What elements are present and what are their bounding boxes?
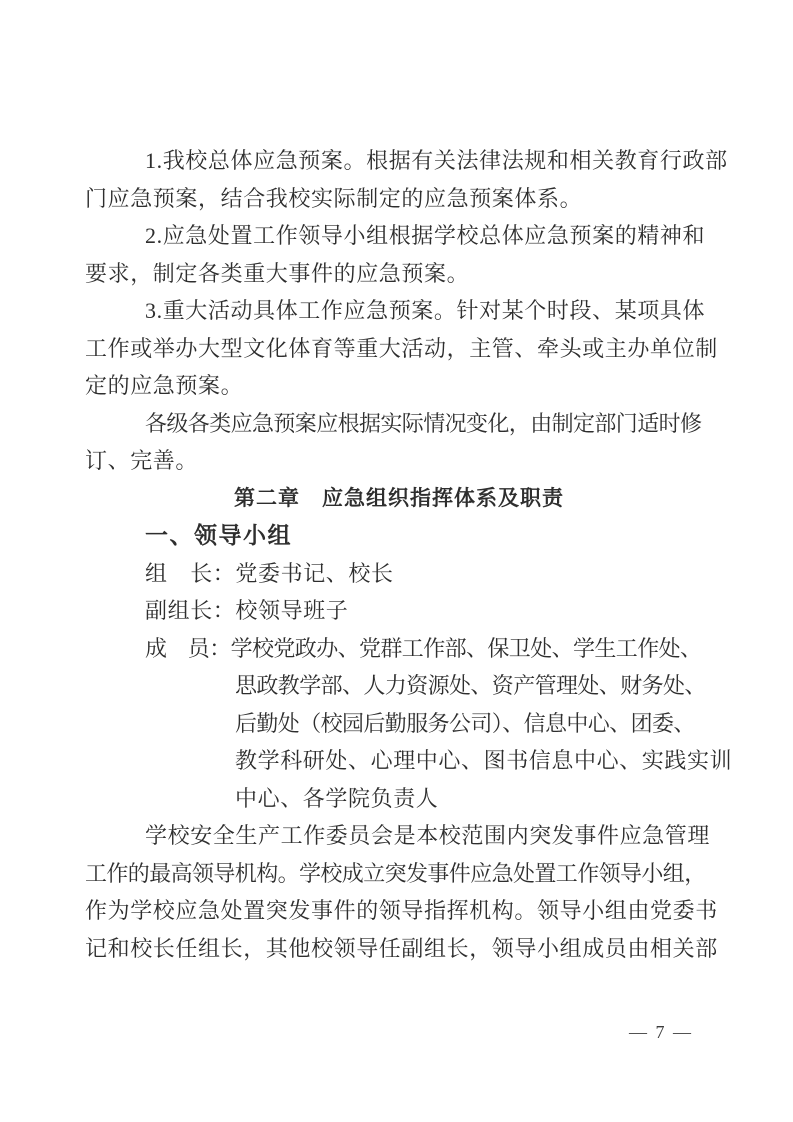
revision-paragraph-line-1: 各级各类应急预案应根据实际情况变化，由制定部门适时修 bbox=[145, 410, 702, 436]
numbered-item-2-line-2: 要求，制定各类重大事件的应急预案。 bbox=[85, 260, 470, 286]
roster-members-line-5: 中心、各学院负责人 bbox=[235, 785, 439, 811]
roster-members-line-3: 后勤处（校园后勤服务公司）、信息中心、团委、 bbox=[235, 710, 695, 736]
text-content bbox=[85, 142, 733, 967]
numbered-item-3-line-2: 工作或举办大型文化体育等重大活动，主管、牵头或主办单位制 bbox=[85, 335, 718, 361]
numbered-item-2-line-1: 2.应急处置工作领导小组根据学校总体应急预案的精神和 bbox=[145, 223, 706, 248]
closing-paragraph-line-4: 记和校长任组长，其他校领导任副组长，领导小组成员由相关部 bbox=[85, 935, 718, 961]
numbered-item-1-line-1: 1.我校总体应急预案。根据有关法律法规和相关教育行政部 bbox=[145, 148, 728, 173]
page-number: — 7 — bbox=[629, 1022, 693, 1042]
closing-paragraph-line-3: 作为学校应急处置突发事件的领导指挥机构。领导小组由党委书 bbox=[85, 898, 718, 923]
closing-paragraph-line-2: 工作的最高领导机构。学校成立突发事件应急处置工作领导小组， bbox=[85, 860, 706, 886]
revision-paragraph-line-2: 订、完善。 bbox=[85, 448, 199, 473]
chapter-heading: 第二章 应急组织指挥体系及职责 bbox=[234, 486, 564, 510]
numbered-item-3-line-3: 定的应急预案。 bbox=[85, 373, 244, 398]
roster-members-line-2: 思政教学部、人力资源处、资产管理处、财务处、 bbox=[235, 673, 706, 698]
roster-leader-line: 组 长：党委书记、校长 bbox=[145, 560, 394, 586]
roster-members-line-4: 教学科研处、心理中心、图书信息中心、实践实训 bbox=[235, 748, 733, 773]
roster-deputy-line: 副组长：校领导班子 bbox=[145, 598, 349, 623]
numbered-item-1-line-2: 门应急预案，结合我校实际制定的应急预案体系。 bbox=[85, 185, 583, 211]
numbered-item-3-line-1: 3.重大活动具体工作应急预案。针对某个时段、某项具体 bbox=[145, 298, 706, 323]
roster-members-line-1: 成 员：学校党政办、党群工作部、保卫处、学生工作处、 bbox=[145, 635, 702, 661]
section-heading: 一、领导小组 bbox=[145, 522, 292, 548]
closing-paragraph-line-1: 学校安全生产工作委员会是本校范围内突发事件应急管理 bbox=[145, 823, 711, 848]
